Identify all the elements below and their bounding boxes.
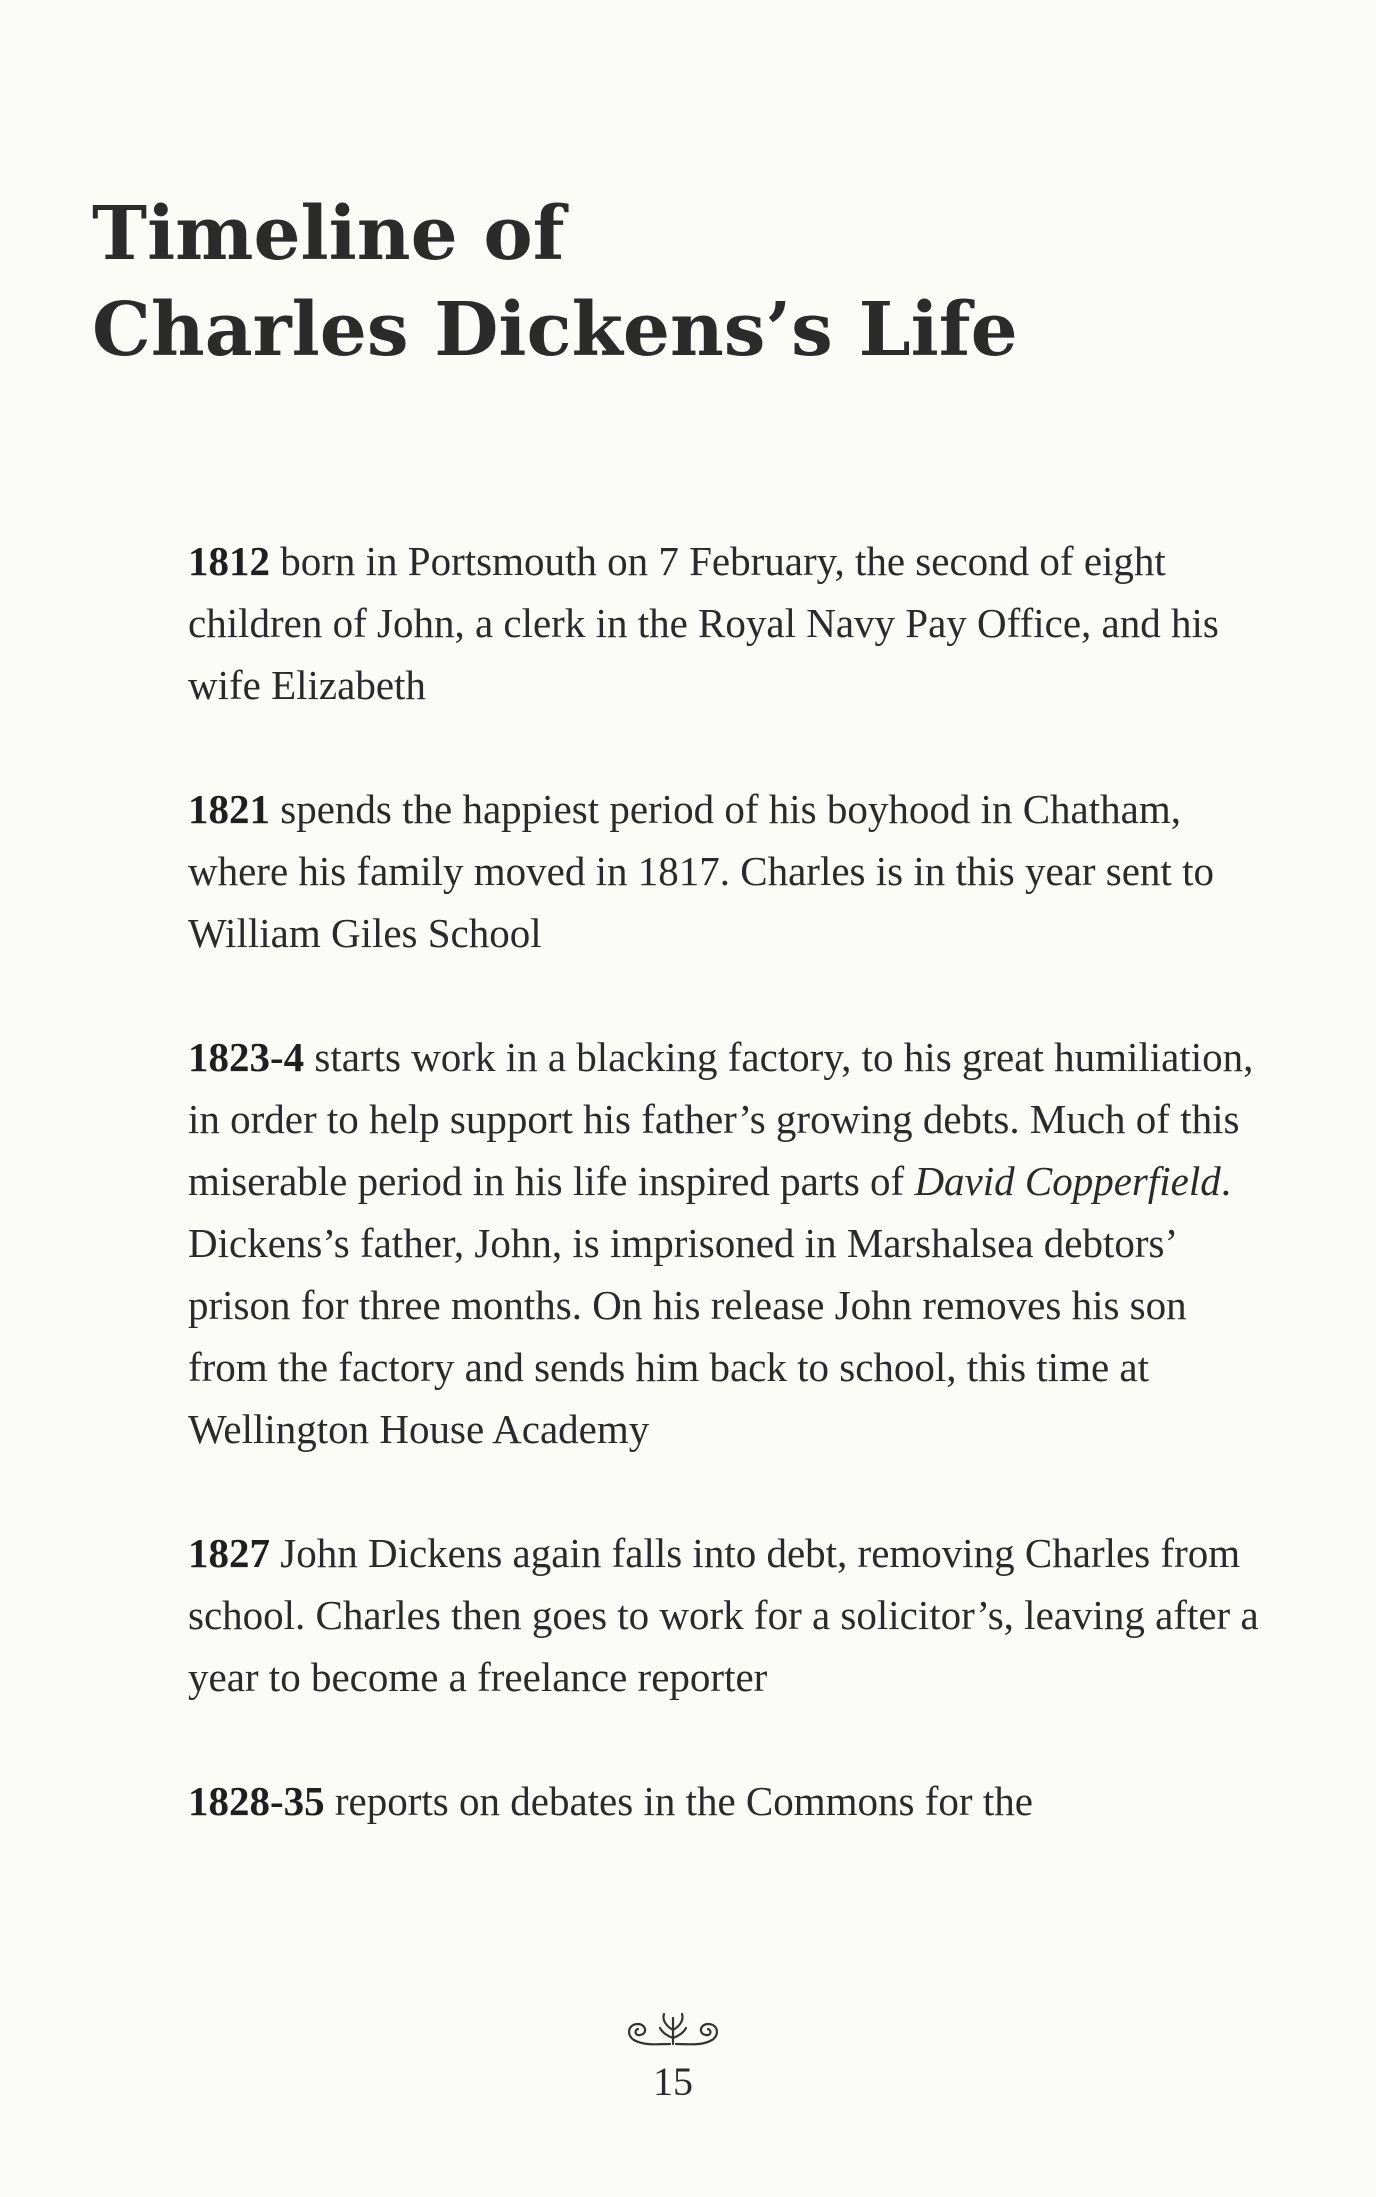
page-title — [92, 186, 1018, 378]
timeline-entry-1821 — [188, 778, 1268, 964]
entry-text: spends the happiest period of his boyhood in Chatham, where his family moved in 1817. Charles is in this year sent to William Giles School — [188, 786, 1214, 956]
timeline-entry-1827 — [188, 1522, 1268, 1708]
title-line-2: Charles Dickens’s Life — [92, 287, 1018, 373]
timeline-entry-1812 — [188, 530, 1268, 716]
entry-text: reports on debates in the Commons for the — [334, 1778, 1033, 1824]
entry-year: 1828-35 — [188, 1778, 325, 1824]
entry-year: 1823-4 — [188, 1034, 305, 1080]
title-line-1: Timeline of — [92, 191, 565, 277]
scroll-ornament-icon — [618, 2010, 728, 2058]
page-number: 15 — [653, 2059, 693, 2104]
entry-text-continued: . Dickens’s father, John, is imprisoned in Marshalsea debtors’ prison for three months. On his release John removes his son from the factory and sends him back to school, this time at Wellington House Academy — [188, 1158, 1232, 1452]
timeline-entry-1828-35 — [188, 1770, 1268, 1832]
timeline-entries — [188, 530, 1268, 1832]
entry-year: 1812 — [188, 538, 270, 584]
entry-year: 1827 — [188, 1530, 270, 1576]
entry-text: John Dickens again falls into debt, removing Charles from school. Charles then goes to work for a solicitor’s, leaving after a year to become a freelance reporter — [188, 1530, 1259, 1700]
entry-text: born in Portsmouth on 7 February, the second of eight children of John, a clerk in the Royal Navy Pay Office, and his wife Elizabeth — [188, 538, 1219, 708]
timeline-entry-1823-4 — [188, 1026, 1268, 1460]
entry-text: starts work in a blacking factory, to his great humiliation, in order to help support his father’s growing debts. Much of this miserable period in his life inspired parts of — [188, 1034, 1254, 1204]
entry-year: 1821 — [188, 786, 270, 832]
book-title-italic: David Copperfield — [914, 1158, 1221, 1204]
